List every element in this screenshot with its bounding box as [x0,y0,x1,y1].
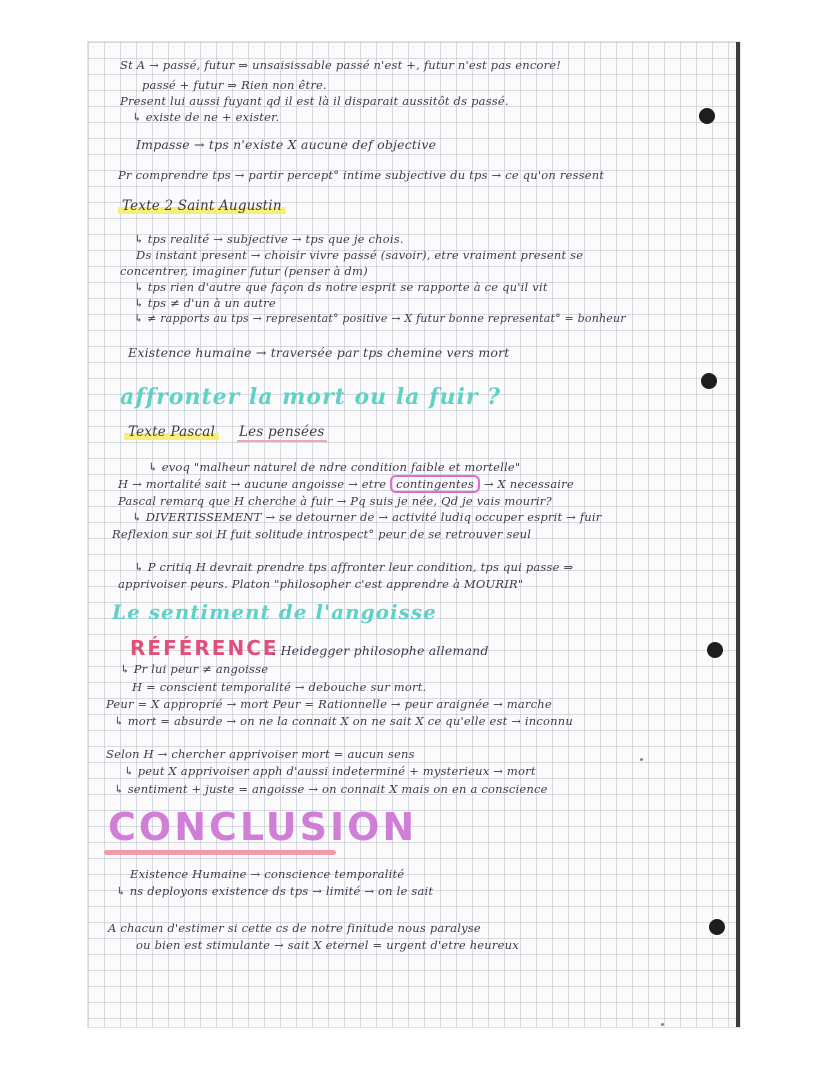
note-fragment: → X necessaire [483,477,574,491]
conclusion-title: CONCLUSION [108,805,418,849]
note-line: A chacun d'estimer si cette cs de notre finitude nous paralyse [108,921,481,935]
note-line: ↳ ns deployons existence ds tps → limité → on le sait [116,884,434,898]
note-line: concentrer, imaginer futur (penser à dm) [120,264,368,278]
note-line: ↳ P critiq H devrait prendre tps affronter leur condition, tps qui passe ⇒ [134,560,574,574]
title-text: Le sentiment de l'angoisse [112,600,437,624]
note-line: ↳ sentiment + juste = angoisse → on connait X mais on en a conscience [114,782,548,796]
reference-label: RÉFÉRENCE [130,636,279,660]
note-line: H = conscient temporalité → debouche sur mort. [132,680,427,694]
conclusion-underline [104,850,336,855]
note-line: Present lui aussi fuyant qd il est là il disparait aussitôt ds passé. [120,94,509,108]
note-line: ↳ Pr lui peur ≠ angoisse [120,662,269,676]
note-line: ↳ tps realité → subjective → tps que je chois. [134,232,404,246]
note-line: ↳ mort = absurde → on ne la connait X on ne sait X ce qu'elle est → inconnu [114,714,574,728]
section-title [120,384,501,410]
note-line: : Heidegger philosophe allemand [272,643,489,658]
punch-hole [707,642,723,658]
note-line: ↳ peut X apprivoiser apph d'aussi indeterminé + mysterieux → mort [124,764,536,778]
heading-text: Les pensées [239,424,325,440]
note-line: Peur = X approprié → mort Peur = Rationnelle → peur araignée → marche [106,697,552,711]
note-line: Existence humaine → traversée par tps chemine vers mort [128,345,510,360]
note-line: passé + futur ⇒ Rien non être. [142,78,327,92]
heading-text: Texte Pascal [124,424,219,440]
note-line: ↳ existe de ne + exister. [132,110,280,124]
note-line: ↳ evoq "malheur naturel de ndre condition faible et mortelle" [148,460,521,474]
punch-hole [709,919,725,935]
note-line: Ds instant present → choisir vivre passé (savoir), etre vraiment present se [136,248,584,262]
speck [661,1023,664,1026]
heading-text: Texte 2 Saint Augustin [118,198,286,214]
note-line: Pascal remarq que H cherche à fuir → Pq suis je née, Qd je vais mourir? [118,494,552,508]
note-line: ↳ ≠ rapports au tps → representat° positive → X futur bonne representat° = bonheur [134,312,626,325]
section-heading [118,198,286,214]
section-title [112,600,437,624]
note-line: ↳ tps rien d'autre que façon ds notre esprit se rapporte à ce qu'il vit [134,280,548,294]
note-line: Pr comprendre tps → partir percept° intime subjective du tps → ce qu'on ressent [118,168,605,182]
subsection-heading [124,424,327,440]
note-line: ou bien est stimulante → sait X eternel = urgent d'etre heureux [136,938,519,952]
punch-hole [701,373,717,389]
note-line [118,477,574,491]
speck [640,758,643,761]
note-line: St A → passé, futur ⇒ unsaisissable passé n'est +, futur n'est pas encore! [120,58,562,72]
title-text: affronter la mort ou la fuir ? [120,384,502,410]
note-line: Existence Humaine → conscience temporalité [130,867,405,881]
note-fragment: H → mortalité sait → aucune angoisse → etre [118,477,387,491]
note-line: ↳ tps ≠ d'un à un autre [134,296,276,310]
note-line: Impasse → tps n'existe X aucune def objective [136,137,437,152]
note-line: Selon H → chercher apprivoiser mort = aucun sens [106,747,415,761]
boxed-word: contingentes [390,475,480,493]
note-line: Reflexion sur soi H fuit solitude introspect° peur de se retrouver seul [112,527,532,541]
punch-hole [699,108,715,124]
note-line: apprivoiser peurs. Platon "philosopher c'est apprendre à MOURIR" [118,577,524,591]
binder-edge [736,42,740,1027]
note-line: ↳ DIVERTISSEMENT → se detourner de → activité ludiq occuper esprit → fuir [132,510,602,524]
